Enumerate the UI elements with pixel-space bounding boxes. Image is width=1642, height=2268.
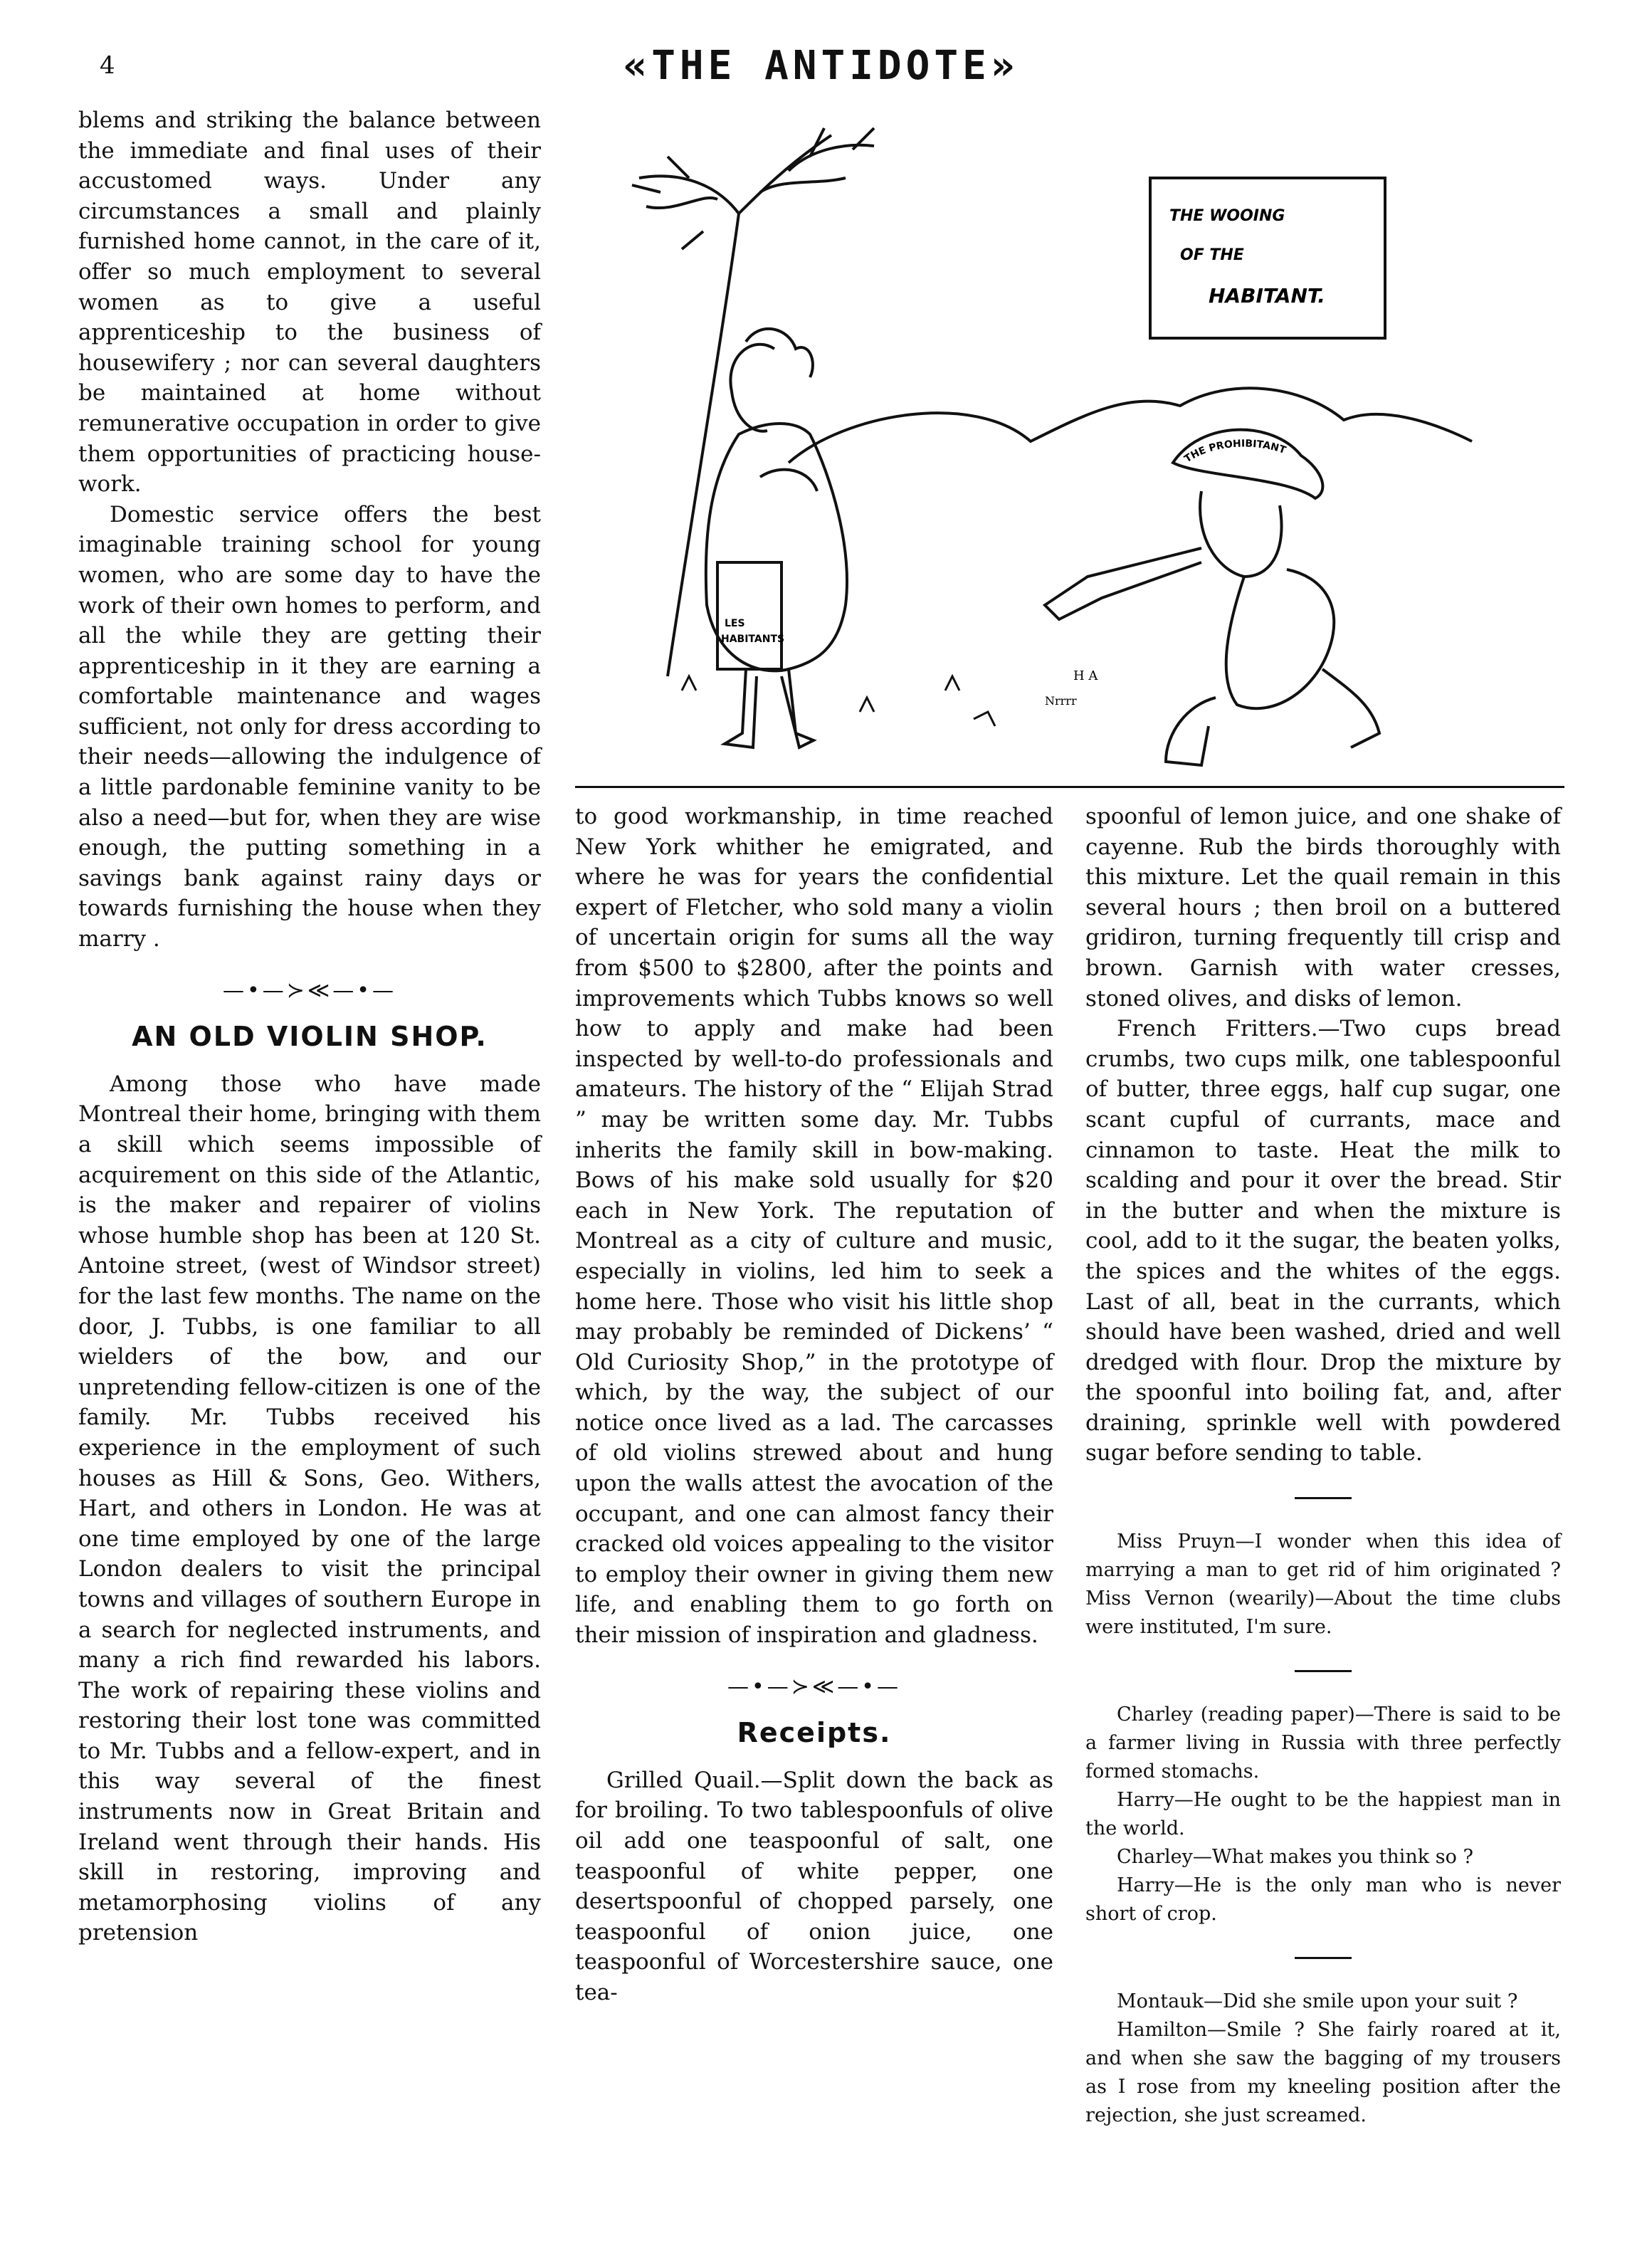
joke-paragraph: Miss Pruyn—I wonder when this idea of marrying a man to get rid of him originated ? Miss Vernon (wearily)—About the time clubs were instituted, I'm sure.: [1085, 1531, 1561, 1639]
man-figure: [1045, 430, 1379, 765]
grass-marks: Nrrrr: [1045, 694, 1077, 708]
hills-drawing: [789, 388, 1472, 466]
masthead-text: THE ANTIDOTE: [651, 43, 991, 89]
joke-paragraph: Harry—He ought to be the happiest man in the world.: [1085, 1789, 1561, 1840]
divider: [1295, 1497, 1352, 1499]
masthead-ornament-left: «: [623, 43, 652, 89]
paragraph: French Fritters.—Two cups bread crumbs, two cups milk, one tablespoonful of butter, three eggs, half cup sugar, one scant cupful of currants, mace and cinnamon to taste. Heat the milk to scalding and pour it over the bread. Stir in the butter and when the mixture is cool, add to it the sugar, the beaten yolks, the spices and the whites of the eggs. Last of all, beat in the currants, which should have been washed, dried and well dredged with flour. Drop the mixture by the spoonful into boiling fat, and, after draining, sprinkle well with powdered sugar before sending to table.: [1085, 1016, 1561, 1466]
column-3: [1085, 802, 1561, 2130]
column-2: [575, 802, 1053, 2008]
hat-text: [1182, 438, 1288, 465]
masthead-ornament-right: »: [990, 43, 1019, 89]
receipts-heading: Receipts.: [737, 1717, 892, 1749]
divider: [1295, 1957, 1352, 1959]
hat-text-path: THE PROHIBITANT: [1182, 438, 1288, 466]
column-1: [78, 105, 541, 1948]
grass-marks: H A: [1073, 668, 1098, 683]
paragraph: Domestic service offers the best imaginable training school for young women, who are some day to have the work of their own homes to perform, and all the while they are getting their apprenticeship in it they are earning a comfortable maintenance and wages sufficient, not only for dress according to their needs—allowing the indulgence of a little pardonable feminine vanity to be also a need—but for, when they are wise enough, the putting something in a savings bank against rainy days or towards furnishing the house when they marry .: [78, 501, 541, 952]
page-number: 4: [100, 51, 115, 80]
paragraph: Among those who have made Montreal their home, bringing with them a skill which seems impossible of acquirement on this side of the Atlantic, is the maker and repairer of violins whose humble shop has been at 120 St. Antoine street, (west of Windsor street) for the last few months. The name on the door, J. Tubbs, is one familiar to all wielders of the bow, and our unpretending fellow-citizen is one of the family. Mr. Tubbs received his experience in the employment of such houses as Hill & Sons, Geo. Withers, Hart, and others in London. He was at one time employed by one of the large London dealers to visit the principal towns and villages of southern Europe in a search for neglected instruments, and many a rich find rewarded his labors. The work of repairing these violins and restoring their lost tone was committed to Mr. Tubbs and a fellow-expert, and in this way several of the finest instruments now in Great Britain and Ireland went through their hands. His skill in restoring, improving and metamorphosing violins of any pretension: [78, 1071, 541, 1946]
paragraph: Grilled Quail.—Split down the back as for broiling. To two tablespoonfuls of olive oil add one teaspoonful of salt, one teaspoonful of white pepper, one desertspoonful of chopped parsely, one teaspoonful of onion juice, one teaspoonful of Worcestershire sauce, one tea-: [575, 1767, 1053, 2005]
section-ornament: —•—≻≪—•—: [727, 1674, 901, 1699]
woman-figure: [706, 329, 847, 747]
joke-paragraph: Hamilton—Smile ? She fairly roared at it, and when she saw the bagging of my trousers as I rose from my kneeling position after the rejection, she just screamed.: [1085, 2019, 1561, 2127]
cartoon-rule: [575, 786, 1564, 788]
sign-line: HABITANT.: [1209, 284, 1325, 308]
section-ornament: —•—≻≪—•—: [223, 977, 396, 1003]
joke-paragraph: Montauk—Did she smile upon your suit ?: [1117, 1990, 1518, 2013]
sign-line: THE WOOING: [1169, 207, 1285, 225]
apron-text: HABITANTS: [721, 634, 785, 645]
joke-paragraph: Charley (reading paper)—There is said to be a farmer living in Russia with three perfectly formed stomachs.: [1085, 1703, 1561, 1783]
sign-line: OF THE: [1180, 246, 1244, 264]
paragraph: blems and striking the balance between the immediate and final uses of their accustomed ways. Under any circumstances a small and plainly furnished home cannot, in the care of it, offer so much employment to several women as to give a useful apprenticeship to the business of housewifery ; nor can several daughters be maintained at home without remunerative occupation in order to give them opportunities of practicing house-work.: [78, 107, 541, 498]
masthead-title: [0, 43, 1642, 89]
joke-paragraph: Charley—What makes you think so ?: [1117, 1846, 1473, 1869]
article-heading: AN OLD VIOLIN SHOP.: [132, 1021, 488, 1053]
paragraph: to good workmanship, in time reached New York whither he emigrated, and where he was for years the confidential expert of Fletcher, who sold many a violin of uncertain origin for sums all the way from $500 to $2800, after the points and improvements which Tubbs knows so well how to apply and make had been inspected by well-to-do professionals and amateurs. The history of the “ Elijah Strad ” may be written some day. Mr. Tubbs inherits the family skill in bow-making. Bows of his make sold usually for $20 each in New York. The reputation of Montreal as a city of culture and music, especially in violins, led him to seek a home here. Those who visit his little shop may probably be reminded of Dickens’ “ Old Curiosity Shop,” in the prototype of which, by the way, the subject of our notice once lived as a lad. The carcasses of old violins strewed about and hung upon the walls attest the avocation of the occupant, and one can almost fancy their cracked old voices appealing to the visitor to employ their owner in giving them new life, and enabling them to go forth on their mission of inspiration and gladness.: [575, 804, 1053, 1649]
paragraph: spoonful of lemon juice, and one shake of cayenne. Rub the birds thoroughly with this mixture. Let the quail remain in this several hours ; then broil on a buttered gridiron, turning frequently till crisp and brown. Garnish with water cresses, stoned olives, and disks of lemon.: [1085, 804, 1561, 1012]
ground-tufts: [682, 676, 995, 726]
divider: [1295, 1670, 1352, 1672]
tree-drawing: [632, 128, 874, 676]
apron-text: LES: [725, 618, 745, 629]
joke-paragraph: Harry—He is the only man who is never short of crop.: [1085, 1874, 1561, 1926]
cartoon-illustration: [575, 107, 1561, 787]
